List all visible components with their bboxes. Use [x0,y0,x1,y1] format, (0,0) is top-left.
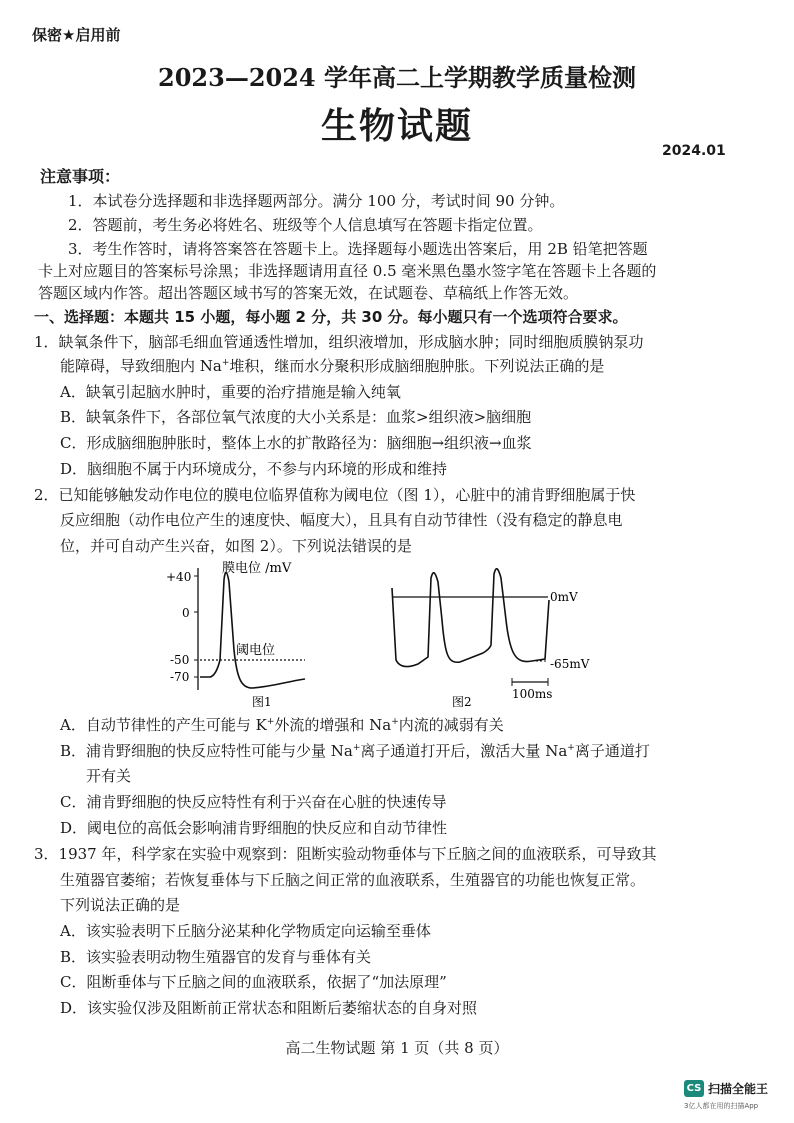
zero-mv-label: 0mV [550,590,578,604]
q3-stem-cont: 生殖器官萎缩；若恢复垂体与下丘脑之间正常的血液联系，生殖器官的功能也恢复正常。 [60,871,646,889]
tick-plus40: +40 [166,570,192,584]
q2-option-c: C．浦肯野细胞的快反应特性有利于兴奋在心脏的快速传导 [60,793,447,811]
q1-stem: 1．缺氧条件下，脑部毛细血管通透性增加，组织液增加，形成脑水肿；同时细胞质膜钠泵功 [34,333,644,351]
q1-option-c: C．形成脑细胞肿胀时，整体上水的扩散路径为：脑细胞→组织液→血浆 [60,434,532,452]
exam-date: 2024.01 [662,143,726,159]
scale-label: 100ms [512,687,553,701]
cs-logo-icon: CS [684,1080,704,1097]
q2-option-b-cont: 开有关 [86,767,132,785]
q2-stem-cont2: 位，并可自动产生兴奋，如图 2）。下列说法错误的是 [60,537,412,555]
exam-title: 2023—2024 学年高二上学期教学质量检测 [158,63,636,92]
notice-item-2: 2．答题前，考生务必将姓名、班级等个人信息填写在答题卡指定位置。 [68,216,543,234]
fig2-caption: 图2 [452,695,472,709]
notice-item-3-cont: 卡上对应题目的答案标号涂黑；非选择题请用直径 0.5 毫米黑色墨水签字笔在答题卡上各题的 [38,262,657,280]
tick-minus70: -70 [170,670,190,684]
q2-stem-cont: 反应细胞（动作电位产生的速度快、幅度大），且具有自动节律性（没有稳定的静息电 [60,511,623,529]
q2-option-b: B．浦肯野细胞的快反应特性可能与少量 Na+离子通道打开后，激活大量 Na+离子通道打 [60,742,650,760]
scanner-watermark [684,1080,768,1097]
q1-option-b: B．缺氧条件下，各部位氧气浓度的大小关系是：血浆>组织液>脑细胞 [60,408,532,426]
scanner-app-name: 扫描全能王 [708,1082,769,1096]
q2-option-a: A．自动节律性的产生可能与 K+外流的增强和 Na+内流的减弱有关 [60,716,504,734]
q1-option-a: A．缺氧引起脑水肿时，重要的治疗措施是输入纯氧 [60,383,401,401]
page-footer: 高二生物试题 第 1 页（共 8 页） [285,1039,509,1057]
q2-option-d: D．阈电位的高低会影响浦肯野细胞的快反应和自动节律性 [60,819,448,837]
tick-minus50: -50 [170,653,190,667]
threshold-label: 阈电位 [236,643,276,658]
notice-item-3: 3．考生作答时，请将答案答在答题卡上。选择题每小题选出答案后，用 2B 铅笔把答题 [68,240,648,258]
notice-item-1: 1．本试卷分选择题和非选择题两部分。满分 100 分，考试时间 90 分钟。 [68,192,565,210]
q1-option-d: D．脑细胞不属于内环境成分，不参与内环境的形成和维持 [60,460,448,478]
notice-heading: 注意事项： [40,167,121,186]
q3-option-c: C．阻断垂体与下丘脑之间的血液联系，依据了“加法原理” [60,973,447,991]
q2-stem: 2．已知能够触发动作电位的膜电位临界值称为阈电位（图 1），心脏中的浦肯野细胞属于快 [34,486,636,504]
fig1-action-potential-curve [200,573,305,688]
fig1-caption: 图1 [252,695,272,709]
q3-option-a: A．该实验表明下丘脑分泌某种化学物质定向运输至垂体 [60,922,431,940]
confidential-label: 保密★启用前 [32,26,121,44]
action-potential-figure [160,560,600,710]
y-axis-label: 膜电位 /mV [222,561,292,576]
section-heading: 一、选择题：本题共 15 小题，每小题 2 分，共 30 分。每小题只有一个选项符合要求。 [34,308,628,326]
minus65-label: -65mV [550,657,590,671]
tick-zero: 0 [182,606,190,620]
q3-option-b: B．该实验表明动物生殖器官的发育与垂体有关 [60,948,372,966]
q1-stem-cont: 能障碍，导致细胞内 Na+堆积，继而水分聚积形成脑细胞肿胀。下列说法正确的是 [60,357,605,375]
q3-stem-cont2: 下列说法正确的是 [60,896,181,914]
q3-stem: 3．1937 年，科学家在实验中观察到：阻断实验动物垂体与下丘脑之间的血液联系，可导致其 [34,845,657,863]
fig2-autorhythmic-curve [392,569,549,667]
q3-option-d: D．该实验仅涉及阻断前正常状态和阻断后萎缩状态的自身对照 [60,999,478,1017]
scanner-slogan: 3亿人都在用的扫描App [684,1102,759,1110]
subject-title: 生物试题 [320,105,473,147]
notice-item-3-cont2: 答题区域内作答。超出答题区域书写的答案无效，在试题卷、草稿纸上作答无效。 [38,284,579,302]
